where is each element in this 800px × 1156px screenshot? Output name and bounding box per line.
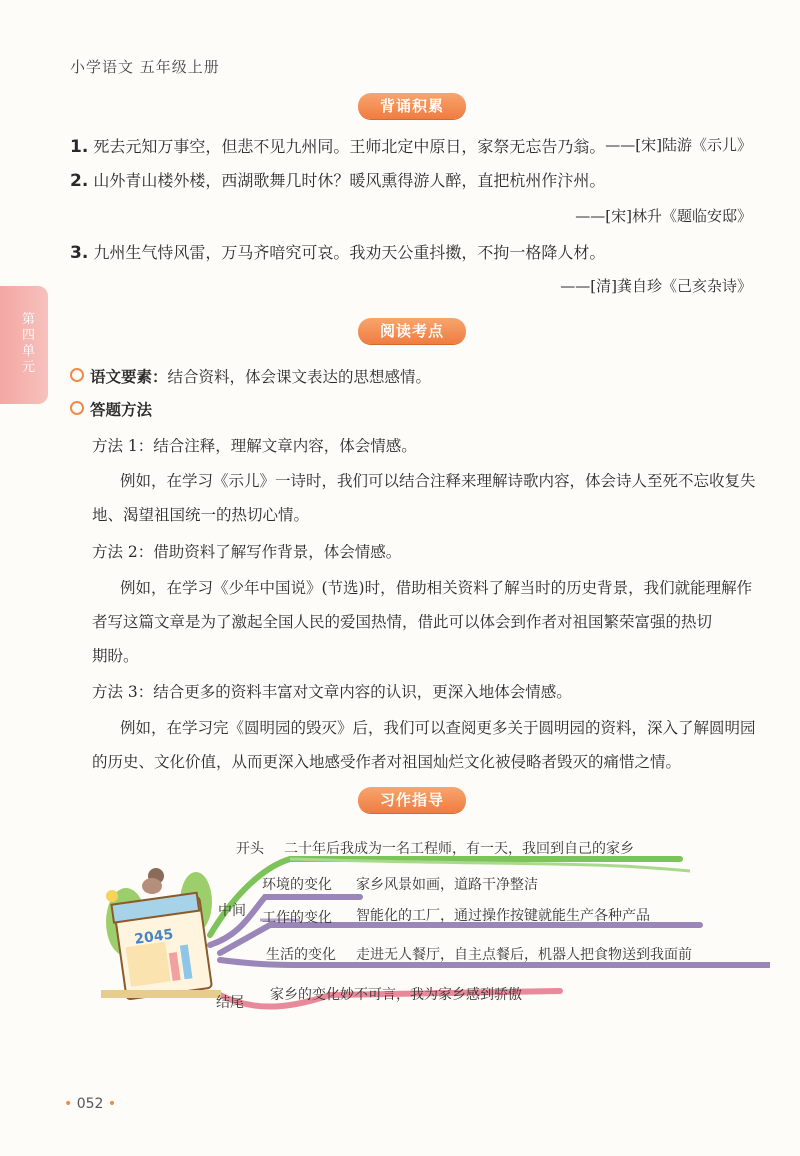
mindmap-end-text: 家乡的变化妙不可言，我为家乡感到骄傲 (270, 987, 522, 1003)
mindmap-work-label: 工作的变化 (262, 910, 332, 926)
reading-element (70, 365, 431, 387)
page-number (64, 1096, 116, 1112)
poem-number: 3. (70, 243, 89, 263)
poem-text: 山外青山楼外楼，西湖歌舞几时休？暖风熏得游人醉，直把杭州作汴州。 (93, 171, 606, 190)
book-header: 小学语文 五年级上册 (70, 58, 220, 76)
method-line: 方法 3：结合更多的资料丰富对文章内容的认识，更深入地体会情感。 (92, 683, 572, 701)
dot-icon: • (107, 1096, 117, 1112)
method-line: 期盼。 (92, 647, 139, 665)
reading-element-label: 语文要素： (90, 368, 168, 386)
mindmap-end-label: 结尾 (216, 995, 244, 1011)
mindmap-life-label: 生活的变化 (266, 947, 336, 963)
calendar-year: 2045 (133, 926, 175, 948)
reading-method-title (70, 398, 152, 420)
poem-1 (70, 134, 605, 157)
poem-text: 九州生气恃风雷，万马齐喑究可哀。我劝天公重抖擞，不拘一格降人材。 (93, 243, 606, 262)
poem-2-author: ——[宋]林升《题临安邸》 (575, 207, 752, 225)
poem-1-author: ——[宋]陆游《示儿》 (605, 136, 752, 154)
poem-3 (70, 240, 605, 263)
unit-side-tab-label: 第四单元 (22, 312, 36, 375)
mindmap-life-text: 走进无人餐厅，自主点餐后，机器人把食物送到我面前 (356, 947, 692, 963)
mindmap-work-text: 智能化的工厂，通过操作按键就能生产各种产品 (356, 908, 650, 924)
calendar-illustration (96, 862, 236, 1012)
section-badge-writing: 习作指导 (358, 787, 466, 813)
method-line: 例如，在学习《少年中国说》(节选)时，借助相关资料了解当时的历史背景，我们就能理解作 (120, 579, 753, 597)
method-line: 方法 1：结合注释，理解文章内容，体会情感。 (92, 437, 417, 455)
section-badge-reading: 阅读考点 (358, 318, 466, 344)
unit-side-tab (0, 286, 48, 404)
method-line: 方法 2：借助资料了解写作背景，体会情感。 (92, 543, 402, 561)
poem-2 (70, 168, 605, 191)
mindmap-env-label: 环境的变化 (262, 877, 332, 893)
dot-icon: • (64, 1096, 73, 1112)
method-line: 地、渴望祖国统一的热切心情。 (92, 506, 310, 524)
mindmap-middle-label: 中间 (218, 903, 246, 919)
circle-bullet-icon (70, 401, 84, 415)
mindmap-start-text: 二十年后我成为一名工程师，有一天，我回到自己的家乡 (284, 841, 634, 857)
page-number-text: 052 (76, 1096, 104, 1112)
poem-number: 1. (70, 137, 89, 157)
method-line: 的历史、文化价值，从而更深入地感受作者对祖国灿烂文化被侵略者毁灭的痛惜之情。 (92, 753, 682, 771)
method-line: 例如，在学习《示儿》一诗时，我们可以结合注释来理解诗歌内容，体会诗人至死不忘收复失 (120, 472, 756, 490)
method-line: 者写这篇文章是为了激起全国人民的爱国热情，借此可以体会到作者对祖国繁荣富强的热切 (92, 613, 713, 631)
section-badge-recite: 背诵积累 (358, 93, 466, 119)
reading-element-text: 结合资料，体会课文表达的思想感情。 (167, 368, 432, 386)
mindmap-start-label: 开头 (236, 841, 264, 857)
mindmap-env-text: 家乡风景如画，道路干净整洁 (356, 877, 538, 893)
method-title-text: 答题方法 (90, 401, 153, 419)
poem-number: 2. (70, 171, 89, 191)
poem-3-author: ——[清]龚自珍《己亥杂诗》 (560, 277, 752, 295)
poem-text: 死去元知万事空，但悲不见九州同。王师北定中原日，家祭无忘告乃翁。 (93, 137, 606, 156)
method-line: 例如，在学习完《圆明园的毁灭》后，我们可以查阅更多关于圆明园的资料，深入了解圆明园 (120, 719, 756, 737)
circle-bullet-icon (70, 368, 84, 382)
